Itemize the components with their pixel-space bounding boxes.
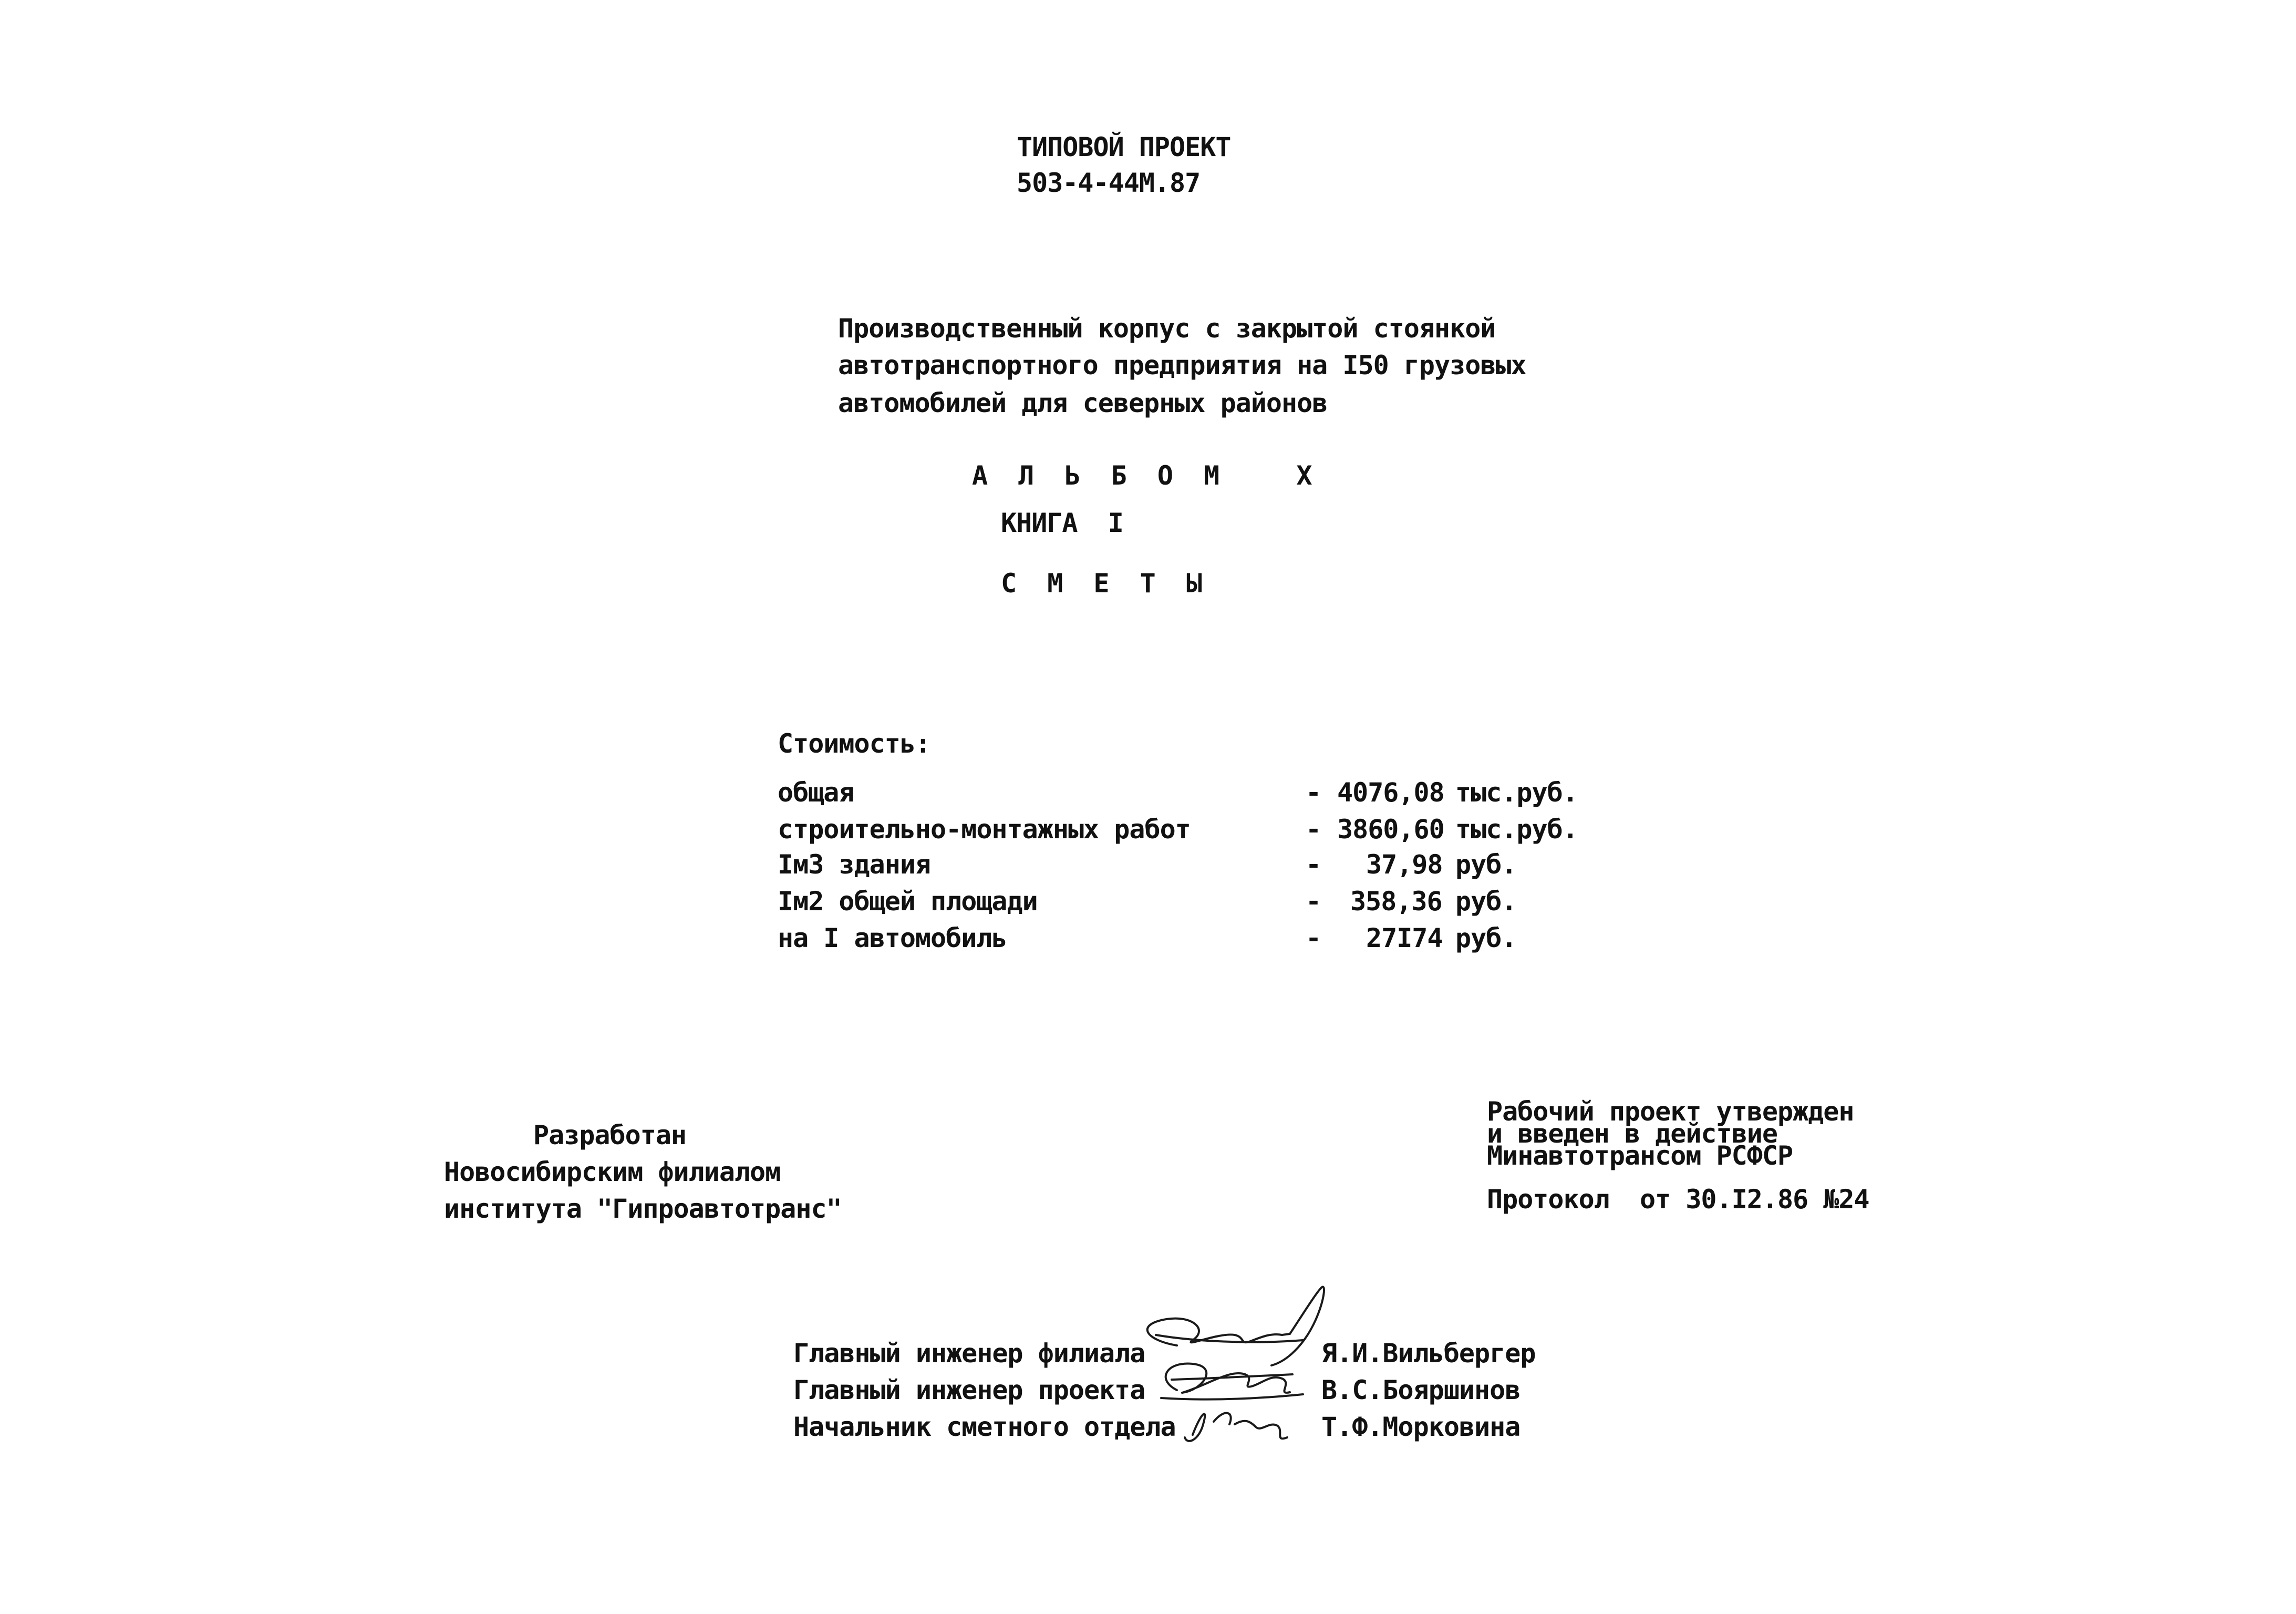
cost-row-label: общая bbox=[778, 777, 854, 808]
cost-row-value: 358,36 bbox=[1350, 886, 1442, 917]
approval-line-1: Рабочий проект утвержден bbox=[1487, 1096, 1854, 1127]
signatory-position: Начальник сметного отдела bbox=[793, 1412, 1176, 1442]
cost-row-unit: тыс.руб. bbox=[1455, 814, 1578, 845]
cost-row-dash: - bbox=[1306, 886, 1321, 917]
cost-row-dash: - bbox=[1306, 777, 1321, 808]
album-label: А Л Ь Б О М X bbox=[972, 460, 1320, 491]
cost-row-label: на I автомобиль bbox=[778, 923, 1007, 953]
approval-line-3: Минавтотрансом РСФСР bbox=[1487, 1140, 1793, 1171]
cost-row-dash: - bbox=[1306, 923, 1321, 953]
signatory-position: Главный инженер филиала bbox=[793, 1338, 1145, 1369]
developer-branch: Новосибирским филиалом bbox=[444, 1157, 781, 1187]
project-title-line-2: автотранспортного предприятия на I50 грузовых bbox=[838, 350, 1526, 381]
signatory-position: Главный инженер проекта bbox=[793, 1375, 1145, 1405]
cost-row-value: 3860,60 bbox=[1337, 814, 1444, 845]
project-title-line-3: автомобилей для северных районов bbox=[838, 388, 1328, 418]
project-title-line-1: Производственный корпус с закрытой стоянкой bbox=[838, 313, 1496, 344]
cost-row-value: 4076,08 bbox=[1337, 777, 1444, 808]
approval-line-2: и введен в действие bbox=[1487, 1118, 1777, 1149]
cost-row-dash: - bbox=[1306, 849, 1321, 880]
developer-institute: института "Гипроавтотранс" bbox=[444, 1194, 842, 1224]
signatory-name: В.С.Бояршинов bbox=[1321, 1375, 1521, 1405]
header-title: ТИПОВОЙ ПРОЕКТ bbox=[1017, 132, 1231, 162]
cost-row-unit: тыс.руб. bbox=[1455, 777, 1578, 808]
cost-row-value: 37,98 bbox=[1366, 849, 1443, 880]
book-label: КНИГА I bbox=[1001, 508, 1123, 538]
cost-heading: Стоимость: bbox=[778, 728, 931, 759]
cost-row-value: 27I74 bbox=[1366, 923, 1443, 953]
approval-protocol: Протокол от 30.I2.86 №24 bbox=[1487, 1184, 1869, 1215]
cost-row-label: Iм2 общей площади bbox=[778, 886, 1038, 917]
signature-3 bbox=[1172, 1393, 1308, 1451]
cost-row-label: Iм3 здания bbox=[778, 849, 931, 880]
signatory-name: Т.Ф.Морковина bbox=[1321, 1412, 1521, 1442]
cost-row-unit: руб. bbox=[1455, 849, 1517, 880]
cost-row-label: строительно-монтажных работ bbox=[778, 814, 1191, 845]
header-code: 503-4-44М.87 bbox=[1017, 168, 1201, 198]
cost-row-unit: руб. bbox=[1455, 886, 1517, 917]
cost-row-dash: - bbox=[1306, 814, 1321, 845]
cost-row-unit: руб. bbox=[1455, 923, 1517, 953]
signatory-name: Я.И.Вильбергер bbox=[1321, 1338, 1536, 1369]
developer-label: Разработан bbox=[533, 1120, 687, 1150]
section-label: С М Е Т Ы bbox=[1001, 568, 1209, 599]
